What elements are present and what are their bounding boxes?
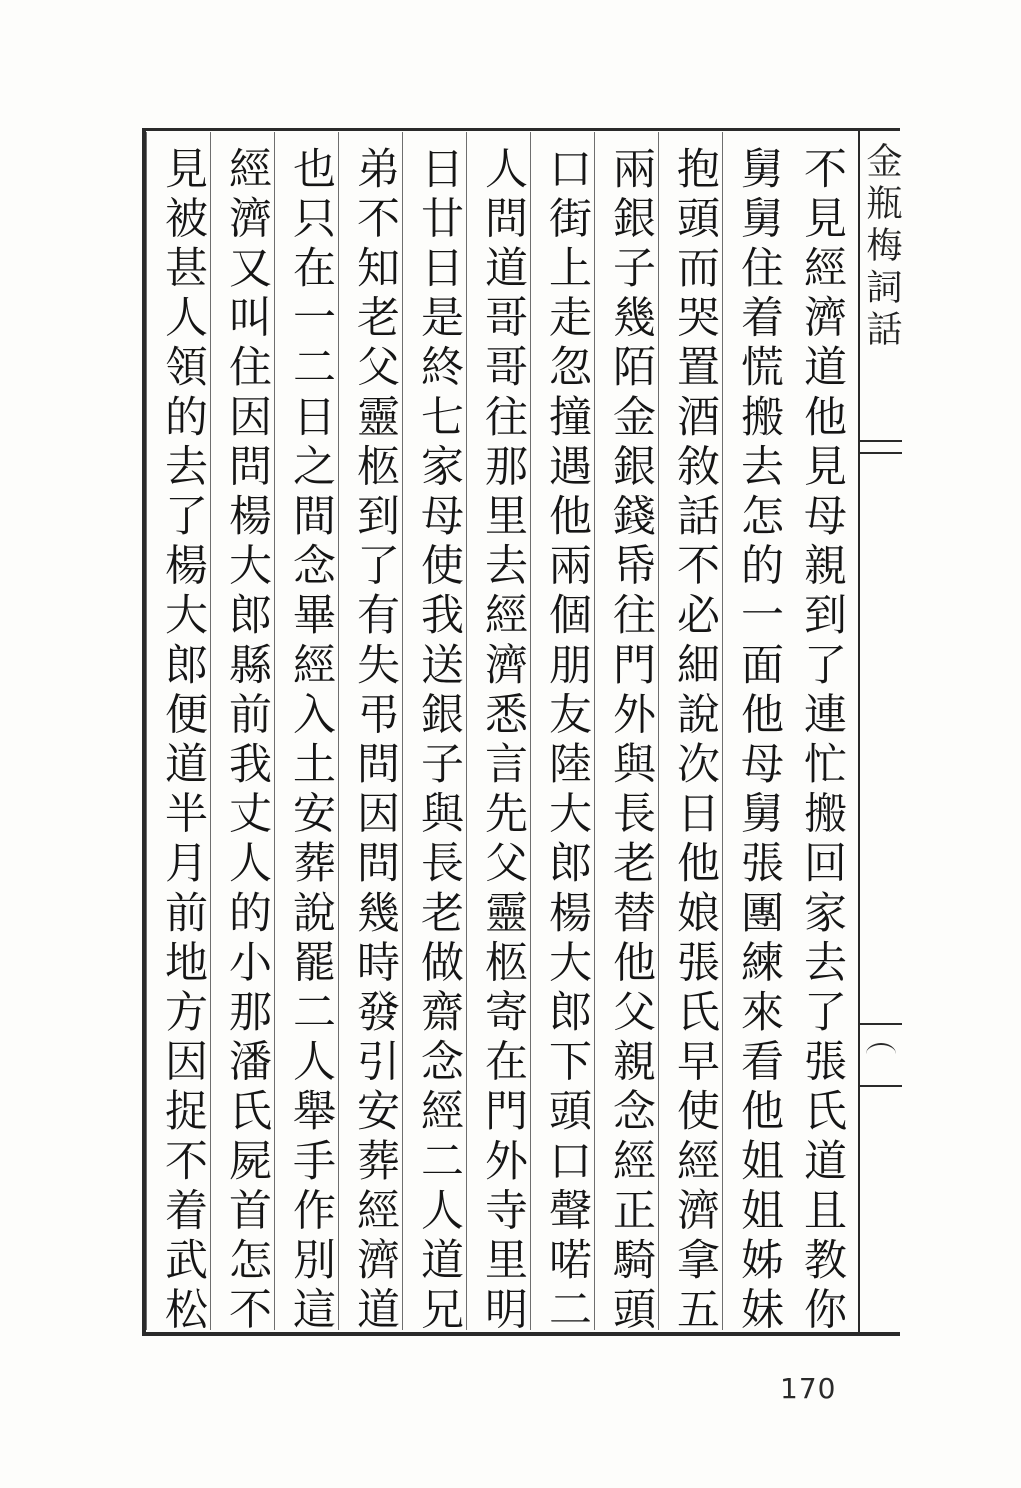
text-column-2 <box>722 132 794 1337</box>
column-text: 兩銀子幾陌金銀錢帋往門外與長老替他父親念經正騎頭 <box>606 146 656 1337</box>
column-text: 抱頭而哭置酒敘話不必細說次日他娘張氏早使經濟拿五 <box>670 146 720 1337</box>
text-column-4 <box>594 132 666 1337</box>
text-column-7 <box>402 132 474 1337</box>
text-column-3 <box>658 132 730 1337</box>
book-title: 金瓶梅詞話 <box>861 142 902 352</box>
text-column-5 <box>530 132 602 1337</box>
center-fold-strip <box>858 128 900 1336</box>
fishtail-mark-lower <box>860 1023 902 1087</box>
column-text: 舅舅住着慌搬去怎的一面他母舅張團練來看他姐姐姊妹 <box>734 146 784 1337</box>
text-column-6 <box>466 132 538 1337</box>
column-text: 弟不知老父靈柩到了有失弔問因問幾時發引安葬經濟道 <box>350 146 400 1337</box>
text-column-10 <box>210 132 282 1337</box>
text-column-1 <box>786 132 858 1337</box>
fishtail-mark-upper <box>860 440 902 454</box>
text-column-11 <box>146 132 218 1337</box>
column-text: 日廿日是終七家母使我送銀子與長老做齋念經二人道兄 <box>414 146 464 1337</box>
page-number: 170 <box>780 1372 837 1405</box>
text-column-9 <box>274 132 346 1337</box>
column-text: 口街上走忽撞遇他兩個朋友陸大郎楊大郎下頭口聲喏二 <box>542 146 592 1337</box>
column-text: 不見經濟道他見母親到了連忙搬回家去了張氏道且教你 <box>797 146 847 1337</box>
column-text: 也只在一二日之間念畢經入土安葬說罷二人舉手作別這 <box>286 146 336 1337</box>
column-text: 人問道哥哥往那里去經濟悉言先父靈柩寄在門外寺里明 <box>478 146 528 1337</box>
text-columns <box>146 132 858 1337</box>
text-column-8 <box>338 132 410 1337</box>
column-text: 經濟又叫住因問楊大郎縣前我丈人的小那潘氏屍首怎不 <box>222 146 272 1337</box>
column-text: 見被甚人領的去了楊大郎便道半月前地方因捉不着武松 <box>158 146 208 1337</box>
